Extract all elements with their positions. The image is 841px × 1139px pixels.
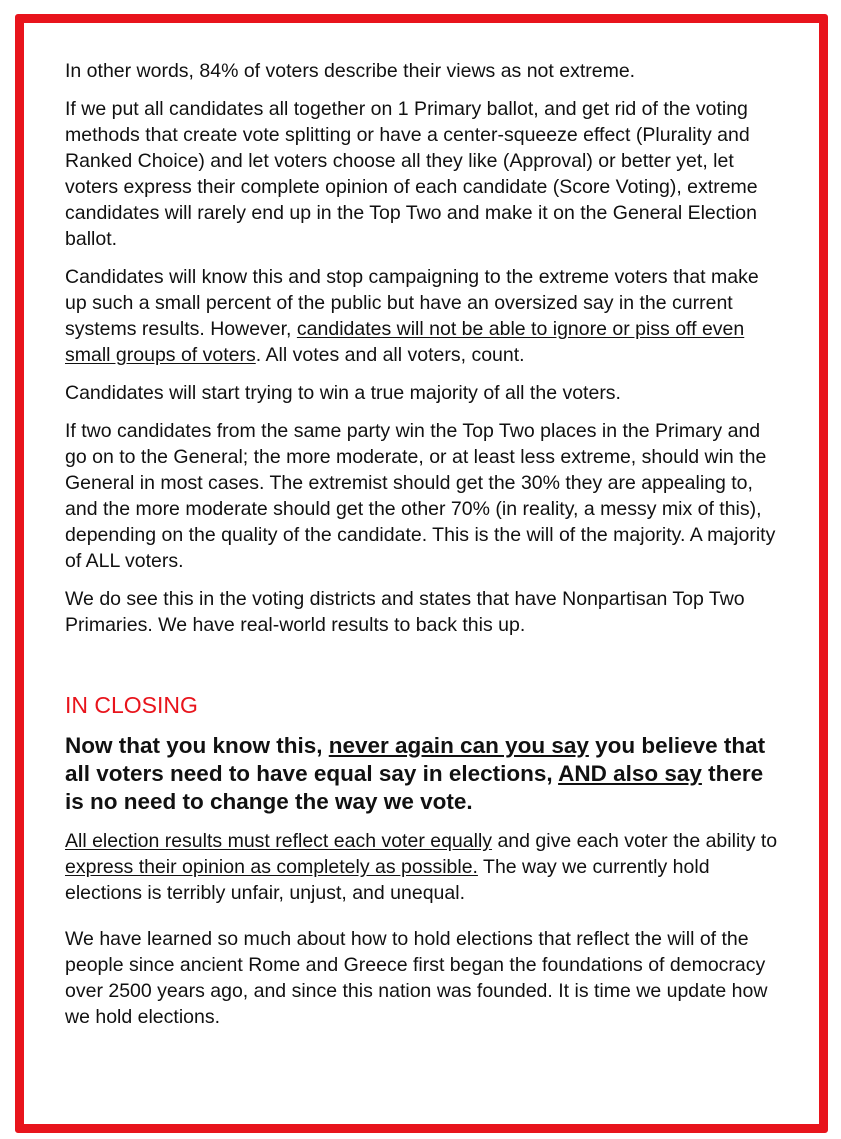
text-span: you believe that all voters need to have equal say in elections,	[65, 733, 766, 786]
paragraph-real-world-results: We do see this in the voting districts and states that have Nonpartisan Top Two Primaries. We have real-world results to back this up.	[65, 588, 745, 636]
paragraph-extreme-views: In other words, 84% of voters describe their views as not extreme.	[65, 60, 636, 82]
text-span: and give each voter the ability to	[492, 830, 778, 852]
paragraph-reflect-each-voter	[65, 828, 785, 906]
underlined-text: AND also say	[558, 761, 702, 786]
underlined-text: express their opinion as completely as possible.	[65, 856, 478, 878]
bold-statement	[65, 732, 785, 816]
underlined-text: candidates will not be able to ignore or piss off even small groups of voters	[65, 318, 745, 366]
paragraph-true-majority: Candidates will start trying to win a true majority of all the voters.	[65, 382, 621, 404]
text-span: there is no need to change the way we vote.	[65, 761, 764, 814]
text-span: . All votes and all voters, count.	[255, 344, 525, 366]
paragraph-candidates-campaigning	[65, 264, 785, 368]
paragraph-same-party: If two candidates from the same party win the Top Two places in the Primary and go on to the General; the more moderate, or at least less extreme, should win the General in most cases. The extremist should get the 30% they are appealing to, and the more moderate should get the other 70% (in reality, a messy mix of this), depending on the quality of the candidate. This is the will of the majority. A majority of ALL voters.	[65, 420, 776, 572]
underlined-text: All election results must reflect each voter equally	[65, 830, 493, 852]
text-span: Candidates will know this and stop campaigning to the extreme voters that make up such a small percent of the public but have an oversized say in the current systems results. However,	[65, 266, 759, 340]
section-heading-in-closing: IN CLOSING	[65, 692, 198, 718]
text-span: The way we currently hold elections is terribly unfair, unjust, and unequal.	[65, 856, 710, 904]
document-body	[65, 58, 785, 1042]
paragraph-update-elections: We have learned so much about how to hold elections that reflect the will of the people since ancient Rome and Greece first began the foundations of democracy over 2500 years ago, and since this nation was founded. It is time we update how we hold elections.	[65, 928, 768, 1028]
paragraph-primary-ballot: If we put all candidates all together on 1 Primary ballot, and get rid of the voting methods that create vote splitting or have a center-squeeze effect (Plurality and Ranked Choice) and let voters choose all they like (Approval) or better yet, let voters express their complete opinion of each candidate (Score Voting), extreme candidates will rarely end up in the Top Two and make it on the General Election ballot.	[65, 98, 758, 250]
text-span: Now that you know this,	[65, 733, 329, 758]
underlined-text: never again can you say	[328, 733, 589, 758]
